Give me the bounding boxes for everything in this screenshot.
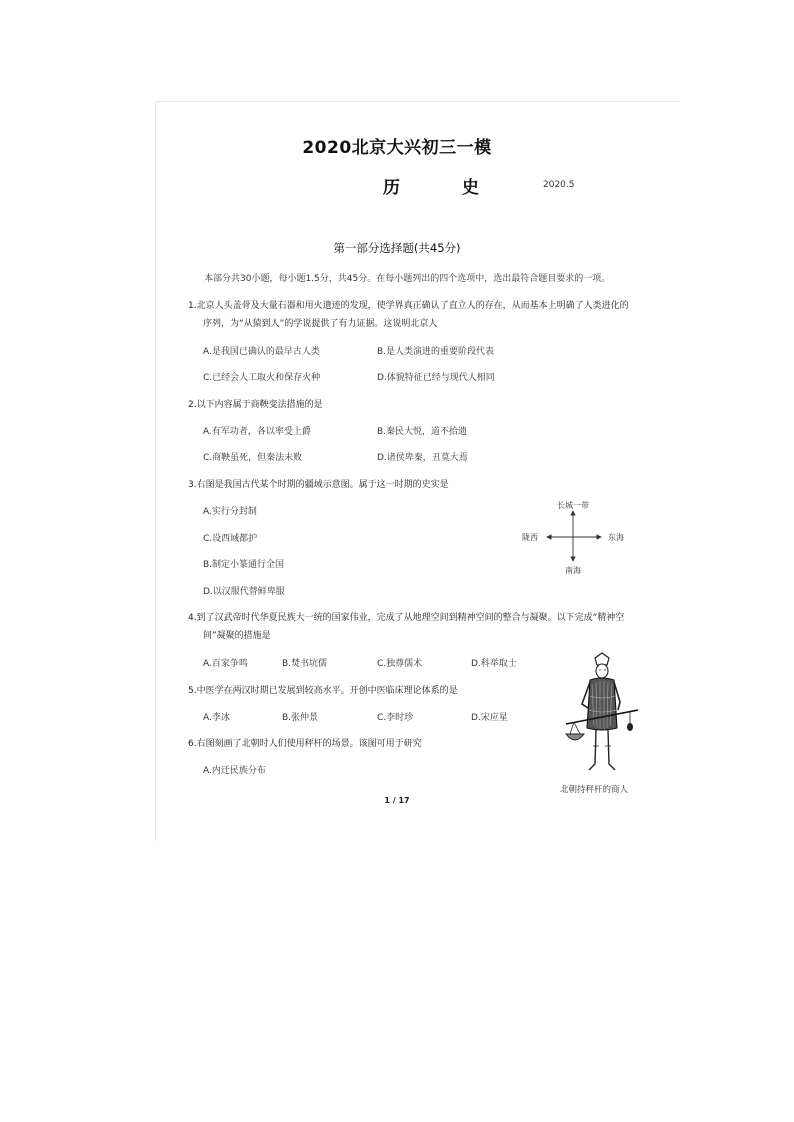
question-4-option-c: C.独尊儒术	[377, 659, 423, 669]
question-4-stem-line-1: 4.到了汉武帝时代华夏民族大一统的国家伟业，完成了从地理空间到精神空间的整合与凝聚。以下完成“精神空	[188, 613, 625, 623]
page-border-left	[155, 101, 156, 841]
question-4-option-a: A.百家争鸣	[203, 659, 248, 669]
question-6-option-a: A.内迁民族分布	[203, 766, 266, 776]
question-5-option-b: B.张仲景	[282, 713, 319, 723]
question-2-option-d: D.诸侯卑秦，丑莫大焉	[377, 453, 468, 463]
figure-caption: 北朝持秤杆的商人	[560, 785, 629, 795]
subject-heading: 历 史	[383, 178, 507, 198]
page-number: 1 / 17	[384, 796, 410, 805]
exam-title: 2020北京大兴初三一模	[302, 138, 492, 158]
question-2-option-b: B.秦民大悦，道不拾遗	[377, 427, 468, 437]
question-2-option-a: A.有军功者，各以率受上爵	[203, 427, 311, 437]
question-1-stem-line-1: 1.北京人头盖骨及大量石器和用火遗迹的发现，使学界真正确认了直立人的存在，从而基本上明确了人类进化的	[188, 301, 629, 311]
question-5-option-a: A.李冰	[203, 713, 230, 723]
merchant-with-steelyard-illustration	[562, 652, 642, 778]
question-5-stem: 5.中医学在两汉时期已发展到较高水平。开创中医临床理论体系的是	[188, 686, 458, 696]
question-3-option-d: D.以汉服代替鲜卑服	[203, 587, 285, 597]
instructions: 本部分共30小题，每小题1.5分，共45分。在每小题列出的四个选项中，选出最符合题目要求的一项。	[204, 274, 611, 284]
map-label-west: 陇西	[522, 533, 538, 542]
map-label-north: 长城一带	[557, 501, 589, 510]
question-4-option-b: B.焚书坑儒	[282, 659, 328, 669]
question-1-option-a: A.是我国已确认的最早古人类	[203, 347, 320, 357]
map-label-south: 南海	[565, 566, 581, 575]
question-3-option-b: B.制定小篆通行全国	[203, 560, 285, 570]
question-4-option-d: D.科举取士	[471, 659, 517, 669]
question-5-option-c: C.李时珍	[377, 713, 414, 723]
map-label-east: 东海	[608, 533, 624, 542]
exam-date: 2020.5	[543, 180, 575, 190]
question-1-option-d: D.体貌特征已经与现代人相同	[377, 373, 495, 383]
question-3-option-c: C.设西域都护	[203, 534, 258, 544]
question-6-stem: 6.右图刻画了北朝时人们使用秤杆的场景。该图可用于研究	[188, 739, 422, 749]
question-3-option-a: A.实行分封制	[203, 507, 257, 517]
question-1-stem-line-2: 序列，为“从猿到人”的学说提供了有力证据。这说明北京人	[203, 319, 438, 329]
question-5-option-d: D.宋应星	[471, 713, 508, 723]
question-3-stem: 3.右图是我国古代某个时期的疆域示意图。属于这一时期的史实是	[188, 480, 449, 490]
territory-sketch-map	[515, 497, 635, 577]
section-title: 第一部分选择题(共45分)	[333, 241, 461, 255]
question-1-option-b: B.是人类演进的重要阶段代表	[377, 347, 495, 357]
question-4-stem-line-2: 间”凝聚的措施是	[203, 631, 271, 641]
question-2-option-c: C.商鞅虽死，但秦法未败	[203, 453, 303, 463]
page-border-top	[155, 101, 680, 102]
question-2-stem: 2.以下内容属于商鞅变法措施的是	[188, 400, 323, 410]
question-1-option-c: C.已经会人工取火和保存火种	[203, 373, 321, 383]
